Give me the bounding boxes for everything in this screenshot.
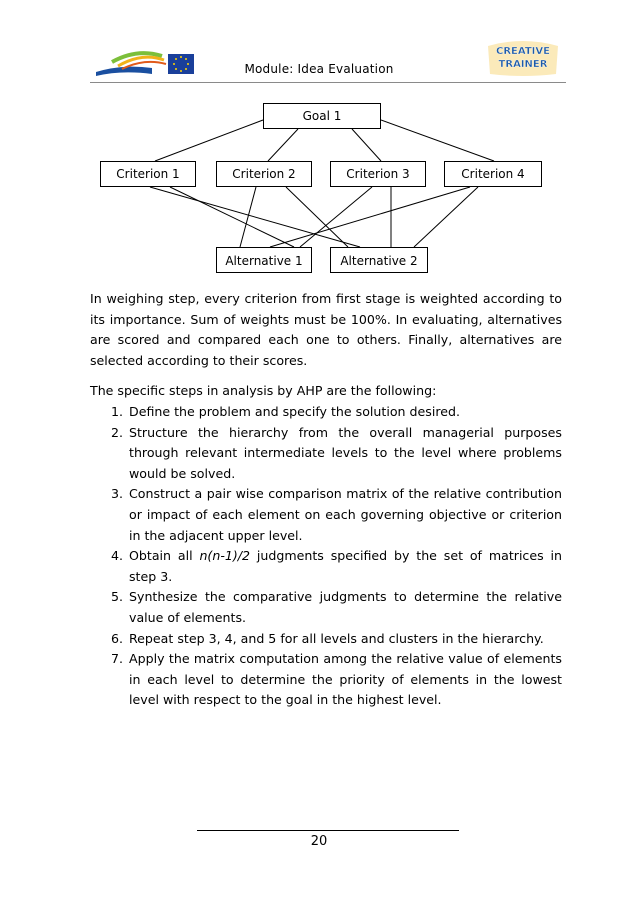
logo-text-line-1: CREATIVE — [496, 46, 550, 57]
edge-c3-a1 — [300, 187, 372, 247]
edge-c4-a1 — [270, 187, 470, 247]
goal-node: Goal 1 — [263, 103, 381, 129]
footer-divider — [197, 830, 459, 831]
header-divider — [90, 82, 566, 83]
criterion-node-3: Criterion 3 — [330, 161, 426, 187]
step-item-4 — [127, 546, 562, 587]
step-item-5: 5. Synthesize the comparative judgments to determine the relative value of elements. — [127, 587, 562, 628]
step-item-3: 3. Construct a pair wise comparison matrix of the relative contribution or impact of each element on each governing objective or criterion in the adjacent upper level. — [127, 484, 562, 546]
criterion-node-1: Criterion 1 — [100, 161, 196, 187]
edge-goal-c3 — [352, 129, 381, 161]
step-item-7: 7. Apply the matrix computation among the relative value of elements in each level to determine the priority of elements in the lowest level with respect to the goal in the highest level. — [127, 649, 562, 711]
edge-c1-a1 — [170, 187, 294, 247]
edge-c2-a1 — [240, 187, 256, 247]
edge-goal-c2 — [268, 129, 298, 161]
edge-goal-c1 — [155, 120, 263, 161]
edge-goal-c4 — [381, 120, 494, 161]
step-item-2: 2. Structure the hierarchy from the overall managerial purposes through relevant intermediate levels to the level where problems would be solved. — [127, 423, 562, 485]
criterion-node-2: Criterion 2 — [216, 161, 312, 187]
logo-text-line-2: TRAINER — [498, 59, 548, 70]
ahp-steps-intro: The specific steps in analysis by AHP are the following: — [90, 383, 437, 398]
edge-c2-a2 — [286, 187, 348, 247]
edge-c4-a2 — [414, 187, 478, 247]
criterion-node-4: Criterion 4 — [444, 161, 542, 187]
ahp-steps-list — [90, 402, 562, 711]
page-number: 20 — [310, 834, 328, 849]
step-4-formula: n(n-1)/2 — [199, 548, 251, 564]
weighing-paragraph: In weighing step, every criterion from first stage is weighted according to its importance. Sum of weights must be 100%. In evaluating, alternatives are scored and compared each one to others. Finally, alternatives are selected according to their scores. — [90, 291, 562, 368]
step-4-text-after: judgments specified by the set of matrices in step 3. — [129, 548, 562, 584]
step-item-6: 6. Repeat step 3, 4, and 5 for all levels and clusters in the hierarchy. — [127, 629, 562, 650]
module-title: Module: Idea Evaluation — [244, 62, 394, 76]
step-4-text-before: Obtain all — [129, 548, 200, 564]
alternative-node-2: Alternative 2 — [330, 247, 428, 273]
edge-c1-a2 — [150, 187, 360, 247]
alternative-node-1: Alternative 1 — [216, 247, 312, 273]
step-item-1: 1. Define the problem and specify the solution desired. — [127, 402, 562, 423]
